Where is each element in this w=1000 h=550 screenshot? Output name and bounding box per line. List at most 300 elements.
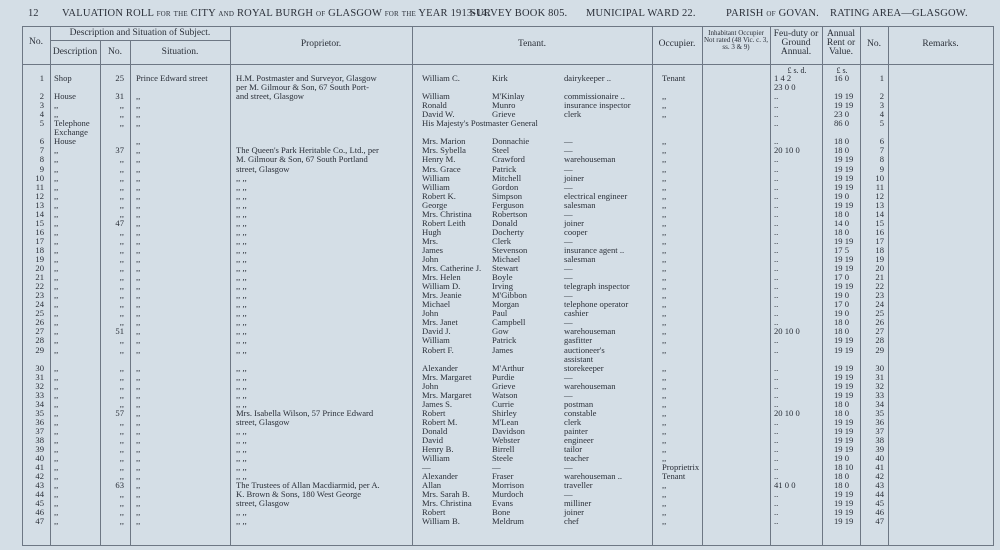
cell-desc: ,,	[54, 380, 59, 391]
cell-ts: M'Gibbon	[492, 290, 527, 301]
cell-feu: 20 10 0	[774, 326, 800, 337]
cell-no: 47	[35, 516, 44, 527]
col-feu-header: Feu-duty or Ground Annual.	[773, 29, 819, 57]
cell-sit: ,,	[136, 371, 141, 382]
cell-no: 19	[35, 254, 44, 264]
cell-feu: ..	[774, 389, 779, 400]
cell-occupier: ,,	[662, 299, 667, 310]
rule	[22, 64, 994, 65]
cell-prop: ,, ,,	[236, 199, 247, 210]
cell-rent: 19 0	[834, 308, 850, 319]
col-situation-header: Situation.	[161, 47, 199, 57]
cell-sit: ,,	[136, 163, 141, 174]
cell-occupier: Proprietrix	[662, 462, 700, 473]
cell-num: ,,	[119, 425, 124, 436]
cell-rent: 23 0	[834, 109, 850, 120]
cell-sit: ,,	[136, 100, 141, 111]
cell-num: ,,	[119, 462, 124, 473]
cell-occ: auctioneer's	[564, 344, 605, 355]
cell-num: ,,	[119, 154, 124, 165]
cell-sit: ,,	[136, 235, 141, 246]
cell-ts: Crawford	[492, 154, 525, 165]
cell-feu: ..	[774, 453, 779, 464]
table-row	[22, 119, 994, 128]
cell-ts: Kirk	[492, 73, 508, 83]
cell-desc: ,,	[54, 163, 59, 174]
cell-tf: Alexander	[422, 362, 458, 373]
cell-feu: ..	[774, 462, 779, 473]
cell-no: 41	[35, 462, 44, 473]
cell-occupier: ,,	[662, 317, 667, 328]
cell-occupier: ,,	[662, 145, 667, 156]
cell-tf: Robert F.	[422, 344, 454, 355]
cell-num: ,,	[119, 263, 124, 274]
cell-occupier: ,,	[662, 407, 667, 418]
cell-no: 8	[39, 154, 44, 165]
survey-book: SURVEY BOOK 805.	[470, 8, 568, 19]
cell-sit: ,,	[136, 380, 141, 391]
cell-sit: ,,	[136, 118, 141, 129]
cell-feu: 20 10 0	[774, 145, 800, 156]
cell-no2: 26	[875, 317, 884, 328]
cell-rent: 19 19	[834, 199, 854, 210]
cell-tf: Mrs. Sarah B.	[422, 489, 470, 500]
cell-sit: ,,	[136, 462, 141, 473]
cell-feu: 41 0 0	[774, 480, 796, 491]
cell-no2: 40	[875, 453, 884, 464]
col-remarks-header: Remarks.	[922, 39, 959, 49]
cell-ts: Munro	[492, 100, 516, 111]
cell-no2: 46	[875, 507, 884, 518]
cell-no2: 34	[875, 398, 884, 409]
cell-no: 38	[35, 435, 44, 445]
cell-no2: 7	[879, 145, 884, 156]
cell-num: ,,	[119, 244, 124, 255]
cell-desc: ,,	[54, 416, 59, 427]
cell-desc: ,,	[54, 453, 59, 464]
cell-occupier: ,,	[662, 435, 667, 445]
cell-rent: 19 19	[834, 498, 854, 509]
cell-no: 15	[35, 217, 44, 228]
cell-no: 18	[35, 244, 44, 255]
cell-prop: H.M. Postmaster and Surveyor, Glasgow	[236, 73, 377, 83]
cell-desc: ,,	[54, 145, 59, 156]
rule	[22, 26, 994, 27]
cell-occupier: ,,	[662, 154, 667, 165]
cell-num: ,,	[119, 281, 124, 292]
cell-feu: 20 10 0	[774, 407, 800, 418]
cell-no2: 5	[879, 118, 884, 129]
cell-no: 7	[39, 145, 44, 156]
cell-desc: ,,	[54, 208, 59, 219]
cell-occ: cooper	[564, 226, 588, 237]
cell-sit: ,,	[136, 507, 141, 518]
cell-prop: ,, ,,	[236, 317, 247, 328]
cell-feu: ..	[774, 136, 779, 147]
cell-occ: telephone operator	[564, 299, 629, 310]
cell-no: 43	[35, 480, 44, 491]
cell-prop: ,, ,,	[236, 516, 247, 527]
cell-rent: 18 0	[834, 208, 850, 219]
cell-num: ,,	[119, 272, 124, 283]
col-no2-header: No.	[867, 39, 881, 49]
cell-no: 21	[35, 272, 44, 283]
cell-desc: ,,	[54, 272, 59, 283]
municipal-ward: MUNICIPAL WARD 22.	[586, 8, 696, 19]
cell-ts: Docherty	[492, 226, 524, 237]
cell-occ: teacher	[564, 453, 589, 464]
cell-rent: 17 0	[834, 272, 850, 283]
cell-no: 30	[35, 362, 44, 373]
cell-feu: 1 4 2	[774, 73, 792, 83]
cell-no2: 33	[875, 389, 884, 400]
cell-sit: ,,	[136, 199, 141, 210]
rule	[22, 545, 994, 546]
cell-occ: warehouseman	[564, 154, 616, 165]
cell-tf: John	[422, 308, 439, 319]
cell-no: 1	[39, 73, 44, 83]
cell-prop: ,, ,,	[236, 172, 247, 183]
cell-sit: ,,	[136, 254, 141, 264]
rule	[50, 40, 230, 41]
cell-no: 22	[35, 281, 44, 292]
cell-num: ,,	[119, 362, 124, 373]
cell-tf: Mrs. Grace	[422, 163, 461, 174]
cell-ts: Shirley	[492, 407, 517, 418]
cell-num: 57	[115, 407, 124, 418]
cell-tf: Michael	[422, 299, 451, 310]
cell-feu: ..	[774, 371, 779, 382]
cell-no2: 36	[875, 416, 884, 427]
cell-sit: ,,	[136, 281, 141, 292]
cell-no2: 44	[875, 489, 884, 500]
cell-desc: ,,	[54, 254, 59, 264]
cell-feu: ..	[774, 317, 779, 328]
cell-feu: ..	[774, 435, 779, 445]
cell-occ: traveller	[564, 480, 593, 491]
cell-desc: ,,	[54, 335, 59, 346]
cell-desc: ,,	[54, 154, 59, 165]
cell-tf: Hugh	[422, 226, 442, 237]
cell-no2: 1	[879, 73, 884, 83]
cell-prop: ,, ,,	[236, 226, 247, 237]
cell-tf: Henry M.	[422, 154, 456, 165]
cell-rent: 86 0	[834, 118, 850, 129]
cell-no: 31	[35, 371, 44, 382]
cell-rent: 19 19	[834, 254, 854, 264]
cell-occ: salesman	[564, 199, 596, 210]
cell-feu: ..	[774, 362, 779, 373]
cell-occ: assistant	[564, 353, 594, 364]
cell-tf: James	[422, 244, 444, 255]
cell-ts: Bone	[492, 507, 511, 518]
cell-feu: ..	[774, 91, 779, 102]
cell-occ: constable	[564, 407, 597, 418]
cell-tf: William C.	[422, 73, 460, 83]
cell-prop: The Queen's Park Heritable Co., Ltd., per	[236, 145, 379, 156]
cell-rent: 19 19	[834, 172, 854, 183]
cell-sit: ,,	[136, 516, 141, 527]
cell-tf: William	[422, 181, 450, 192]
cell-occ: joiner	[564, 172, 585, 183]
cell-tf: Allan	[422, 480, 442, 491]
cell-no: 20	[35, 263, 44, 274]
cell-desc: ,,	[54, 462, 59, 473]
col-inhabitant-header: Inhabitant Occupier Not rated (48 Vic. c. 3, ss. 3 & 9)	[704, 29, 768, 51]
cell-num: ,,	[119, 235, 124, 246]
cell-no: 27	[35, 326, 44, 337]
cell-sit: ,,	[136, 290, 141, 301]
cell-rent: 19 19	[834, 389, 854, 400]
cell-num: 51	[115, 326, 124, 337]
cell-sit: ,,	[136, 91, 141, 102]
cell-no: 34	[35, 398, 44, 409]
cell-ts: Currie	[492, 398, 514, 409]
cell-no2: 42	[875, 471, 884, 482]
cell-ts: James	[492, 344, 514, 355]
cell-desc: ,,	[54, 317, 59, 328]
cell-ts: Ferguson	[492, 199, 524, 210]
cell-feu: ..	[774, 199, 779, 210]
cell-desc: ,,	[54, 281, 59, 292]
cell-feu: ..	[774, 516, 779, 527]
page-number: 12	[28, 8, 39, 19]
cell-rent: 18 0	[834, 136, 850, 147]
cell-sit: ,,	[136, 244, 141, 255]
cell-rent: 19 19	[834, 335, 854, 346]
cell-occ: engineer	[564, 435, 594, 445]
rent-units: £ s.	[836, 66, 848, 75]
cell-desc: ,,	[54, 290, 59, 301]
cell-feu: ..	[774, 118, 779, 129]
cell-no: 25	[35, 308, 44, 319]
cell-feu: ..	[774, 163, 779, 174]
cell-rent: 19 19	[834, 100, 854, 111]
cell-feu: ..	[774, 208, 779, 219]
cell-tf: Mrs. Margaret	[422, 389, 472, 400]
cell-no: 16	[35, 226, 44, 237]
cell-prop: per M. Gilmour & Son, 67 South Port-	[236, 82, 369, 93]
cell-ts: Gordon	[492, 181, 519, 192]
cell-occ: —	[564, 136, 573, 147]
col-num-header: No.	[108, 47, 122, 57]
cell-desc: Exchange	[54, 127, 88, 138]
cell-tf: David	[422, 435, 444, 445]
cell-ts: Morrison	[492, 480, 524, 491]
cell-prop: Mrs. Isabella Wilson, 57 Prince Edward	[236, 407, 374, 418]
cell-ts: Michael	[492, 254, 521, 264]
cell-no2: 24	[875, 299, 884, 310]
cell-no: 40	[35, 453, 44, 464]
cell-sit: Prince Edward street	[136, 73, 208, 83]
cell-prop: M. Gilmour & Son, 67 South Portland	[236, 154, 368, 165]
cell-prop: ,, ,,	[236, 181, 247, 192]
cell-ts: Birrell	[492, 444, 515, 455]
cell-occupier: ,,	[662, 263, 667, 274]
cell-num: ,,	[119, 172, 124, 183]
cell-sit: ,,	[136, 208, 141, 219]
cell-occupier: ,,	[662, 281, 667, 292]
cell-num: ,,	[119, 380, 124, 391]
cell-feu: ..	[774, 489, 779, 500]
cell-ts: Campbell	[492, 317, 526, 328]
cell-num: ,,	[119, 163, 124, 174]
cell-rent: 19 19	[834, 371, 854, 382]
cell-feu: ..	[774, 263, 779, 274]
cell-num: ,,	[119, 290, 124, 301]
cell-ts: Purdie	[492, 371, 515, 382]
cell-rent: 19 19	[834, 91, 854, 102]
cell-rent: 19 19	[834, 154, 854, 165]
cell-tf: His Majesty's Postmaster General	[422, 118, 538, 129]
cell-ts: Boyle	[492, 272, 513, 283]
cell-rent: 17 5	[834, 244, 850, 255]
cell-occ: —	[564, 181, 573, 192]
cell-no2: 11	[875, 181, 884, 192]
cell-no: 2	[39, 91, 44, 102]
cell-feu: ..	[774, 507, 779, 518]
cell-ts: Evans	[492, 498, 514, 509]
cell-rent: 18 0	[834, 398, 850, 409]
cell-rent: 19 19	[834, 344, 854, 355]
cell-desc: ,,	[54, 389, 59, 400]
cell-no2: 32	[875, 380, 884, 391]
cell-no: 12	[35, 190, 44, 201]
cell-tf: Donald	[422, 425, 448, 436]
cell-occupier: ,,	[662, 516, 667, 527]
cell-occ: painter	[564, 425, 588, 436]
cell-no2: 10	[875, 172, 884, 183]
cell-num: ,,	[119, 317, 124, 328]
cell-occ: —	[564, 389, 573, 400]
cell-no: 32	[35, 380, 44, 391]
cell-rent: 14 0	[834, 217, 850, 228]
cell-occ: telegraph inspector	[564, 281, 630, 292]
cell-num: ,,	[119, 489, 124, 500]
cell-prop: street, Glasgow	[236, 163, 290, 174]
cell-feu: ..	[774, 425, 779, 436]
cell-rent: 19 19	[834, 362, 854, 373]
cell-rent: 19 19	[834, 181, 854, 192]
cell-occ: —	[564, 317, 573, 328]
cell-rent: 19 19	[834, 380, 854, 391]
cell-occupier: Tenant	[662, 73, 686, 83]
cell-no: 24	[35, 299, 44, 310]
cell-ts: M'Arthur	[492, 362, 525, 373]
cell-occupier: ,,	[662, 489, 667, 500]
cell-prop: ,, ,,	[236, 281, 247, 292]
cell-no2: 27	[875, 326, 884, 337]
cell-no2: 28	[875, 335, 884, 346]
cell-rent: 19 0	[834, 453, 850, 464]
feu-units: £ s. d.	[787, 66, 807, 75]
cell-rent: 18 0	[834, 226, 850, 237]
cell-desc: ,,	[54, 480, 59, 491]
cell-occupier: ,,	[662, 498, 667, 509]
cell-occupier: ,,	[662, 480, 667, 491]
cell-prop: ,, ,,	[236, 453, 247, 464]
cell-rent: 18 0	[834, 471, 850, 482]
cell-ts: Robertson	[492, 208, 528, 219]
cell-prop: ,, ,,	[236, 471, 247, 482]
cell-prop: and street, Glasgow	[236, 91, 305, 102]
cell-occupier: ,,	[662, 326, 667, 337]
cell-occupier: ,,	[662, 380, 667, 391]
cell-no: 37	[35, 425, 44, 436]
cell-desc: ,,	[54, 181, 59, 192]
cell-rent: 19 19	[834, 263, 854, 274]
cell-rent: 19 19	[834, 507, 854, 518]
cell-occupier: ,,	[662, 507, 667, 518]
cell-occupier: ,,	[662, 136, 667, 147]
cell-desc: ,,	[54, 109, 59, 120]
cell-tf: George	[422, 199, 448, 210]
cell-feu: ..	[774, 190, 779, 201]
cell-rent: 18 0	[834, 317, 850, 328]
cell-prop: ,, ,,	[236, 308, 247, 319]
roll-title: VALUATION ROLL for the CITY and ROYAL BURGH of GLASGOW for the YEAR 1913-14.	[62, 8, 490, 19]
cell-tf: Mrs. Janet	[422, 317, 458, 328]
cell-occupier: ,,	[662, 244, 667, 255]
cell-tf: Alexander	[422, 471, 458, 482]
cell-prop: ,, ,,	[236, 299, 247, 310]
rating-area: RATING AREA—GLASGOW.	[830, 8, 968, 19]
cell-rent: 18 10	[834, 462, 854, 473]
cell-ts: Fraser	[492, 471, 514, 482]
cell-desc: ,,	[54, 190, 59, 201]
cell-occupier: ,,	[662, 226, 667, 237]
cell-occ: storekeeper	[564, 362, 604, 373]
cell-occupier: ,,	[662, 181, 667, 192]
cell-sit: ,,	[136, 444, 141, 455]
cell-no: 11	[35, 181, 44, 192]
cell-occ: electrical engineer	[564, 190, 628, 201]
cell-occupier: ,,	[662, 100, 667, 111]
cell-desc: ,,	[54, 471, 59, 482]
cell-no2: 43	[875, 480, 884, 491]
cell-no: 39	[35, 444, 44, 455]
cell-ts: Gow	[492, 326, 509, 337]
cell-sit: ,,	[136, 317, 141, 328]
cell-prop: ,, ,,	[236, 462, 247, 473]
cell-rent: 16 0	[834, 73, 850, 83]
cell-occ: insurance agent ..	[564, 244, 625, 255]
cell-no2: 15	[875, 217, 884, 228]
cell-desc: ,,	[54, 362, 59, 373]
table-row	[22, 346, 994, 355]
cell-occ: —	[564, 163, 573, 174]
cell-num: 47	[115, 217, 124, 228]
cell-feu: ..	[774, 109, 779, 120]
cell-ts: Donnachie	[492, 136, 530, 147]
cell-no2: 13	[875, 199, 884, 210]
cell-desc: ,,	[54, 498, 59, 509]
cell-desc: ,,	[54, 507, 59, 518]
cell-desc: House	[54, 136, 76, 147]
cell-prop: ,, ,,	[236, 507, 247, 518]
cell-ts: M'Kinlay	[492, 91, 525, 102]
cell-occupier: ,,	[662, 335, 667, 346]
cell-rent: 18 0	[834, 145, 850, 156]
cell-no: 23	[35, 290, 44, 301]
cell-num: 25	[115, 73, 124, 83]
cell-desc: ,,	[54, 217, 59, 228]
parish: PARISH of GOVAN.	[726, 8, 819, 19]
cell-num: ,,	[119, 226, 124, 237]
cell-num: ,,	[119, 190, 124, 201]
cell-no: 10	[35, 172, 44, 183]
col-occupier-header: Occupier.	[658, 39, 696, 49]
